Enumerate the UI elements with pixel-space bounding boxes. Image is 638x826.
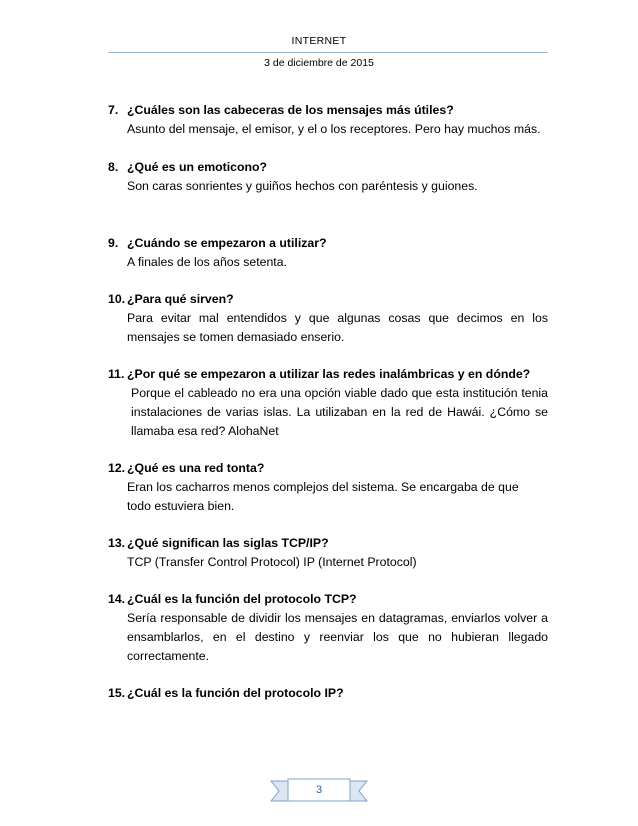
qa-item-12: [108, 459, 548, 516]
question-number: 7.: [108, 103, 119, 117]
qa-item-13: [108, 534, 548, 572]
question-text: ¿Cuál es la función del protocolo IP?: [127, 686, 344, 700]
qa-item-11: [108, 365, 548, 441]
question-number: 13.: [108, 536, 126, 550]
question-number: 15.: [108, 686, 126, 700]
answer-10: Para evitar mal entendidos y que algunas cosas que decimos en los mensajes se tomen demasiado enserio.: [127, 311, 548, 344]
qa-item-7: [108, 101, 548, 139]
qa-item-15: [108, 684, 548, 703]
answer-7: Asunto del mensaje, el emisor, y el o los receptores. Pero hay muchos más.: [127, 122, 541, 136]
answer-11: Porque el cableado no era una opción viable dado que esta institución tenia instalaciones de varias islas. La utilizaban en la red de Hawái. ¿Cómo se llamaba esa red? AlohaNet: [131, 386, 548, 438]
question-text: ¿Cuáles son las cabeceras de los mensajes más útiles?: [127, 103, 454, 117]
question-11: [108, 365, 548, 384]
question-text: ¿Por qué se empezaron a utilizar las redes inalámbricas y en dónde?: [127, 367, 531, 381]
question-text: ¿Qué significan las siglas TCP/IP?: [127, 536, 329, 550]
answer-12: Eran los cacharros menos complejos del sistema. Se encargaba de que todo estuviera bien.: [127, 480, 519, 513]
header-date: 3 de diciembre de 2015: [264, 57, 374, 69]
page-number-badge: [270, 778, 368, 804]
question-8: [108, 158, 548, 177]
qa-item-10: [108, 290, 548, 347]
question-text: ¿Cuál es la función del protocolo TCP?: [127, 592, 357, 606]
answer-8: Son caras sonrientes y guiños hechos con paréntesis y guiones.: [127, 179, 478, 193]
question-text: ¿Cuándo se empezaron a utilizar?: [127, 236, 327, 250]
page-number: 3: [315, 784, 323, 796]
header-title: INTERNET: [291, 35, 347, 47]
answer-13: TCP (Transfer Control Protocol) IP (Internet Protocol): [127, 555, 417, 569]
question-number: 9.: [108, 236, 119, 250]
header-rule: [108, 52, 548, 53]
answer-9: A finales de los años setenta.: [127, 255, 287, 269]
page-header: [0, 34, 638, 69]
question-number: 12.: [108, 461, 126, 475]
question-number: 11.: [108, 367, 125, 381]
question-text: ¿Qué es una red tonta?: [127, 461, 265, 475]
question-7: [108, 101, 548, 120]
question-14: [108, 590, 548, 609]
question-number: 10.: [108, 292, 126, 306]
question-text: ¿Para qué sirven?: [127, 292, 234, 306]
question-9: [108, 234, 548, 253]
question-15: [108, 684, 548, 703]
answer-14: Sería responsable de dividir los mensajes en datagramas, enviarlos volver a ensamblarlos, en el destino y reenviar los que no hubieran llegado correctamente.: [127, 611, 548, 663]
qa-item-8: [108, 158, 548, 196]
question-10: [108, 290, 548, 309]
question-text: ¿Qué es un emoticono?: [127, 160, 268, 174]
qa-item-9: [108, 234, 548, 272]
question-number: 14.: [108, 592, 126, 606]
qa-item-14: [108, 590, 548, 666]
question-12: [108, 459, 548, 478]
question-number: 8.: [108, 160, 119, 174]
question-13: [108, 534, 548, 553]
questions-list: [108, 101, 548, 703]
